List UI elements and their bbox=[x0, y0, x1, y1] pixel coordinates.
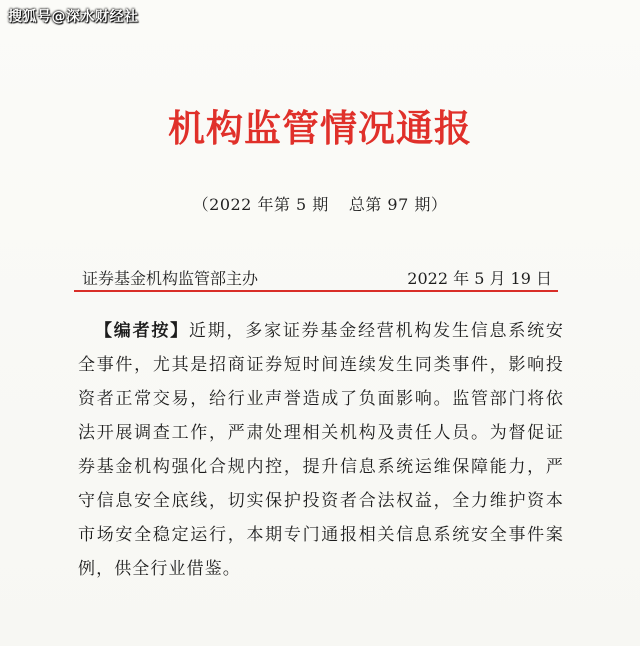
issue-total: 总第 97 期） bbox=[348, 195, 448, 214]
editor-tag: 【编者按】 bbox=[95, 321, 189, 341]
organizer-line bbox=[82, 266, 552, 289]
sohu-watermark: 搜狐号@深水财经社 bbox=[8, 9, 139, 25]
report-title: 机构监管情况通报 bbox=[168, 107, 472, 150]
issue-number bbox=[0, 192, 640, 215]
issue-year: （2022 年第 5 期 bbox=[192, 195, 329, 214]
red-divider bbox=[74, 290, 558, 292]
editor-note bbox=[78, 314, 564, 586]
editor-note-text: 近期，多家证券基金经营机构发生信息系统安全事件，尤其是招商证券短时间连续发生同类事件，影响投资者正常交易，给行业声誉造成了负面影响。监管部门将依法开展调查工作，严肃处理相关机构及责任人员。为督促证券基金机构强化合规内控，提升信息系统运维保障能力，严守信息安全底线，切实保护投资者合法权益，全力维护资本市场安全稳定运行，本期专门通报相关信息系统安全事件案例，供全行业借鉴。 bbox=[78, 321, 564, 579]
organizer: 证券基金机构监管部主办 bbox=[82, 269, 259, 288]
issue-date: 2022 年 5 月 19 日 bbox=[407, 269, 552, 288]
